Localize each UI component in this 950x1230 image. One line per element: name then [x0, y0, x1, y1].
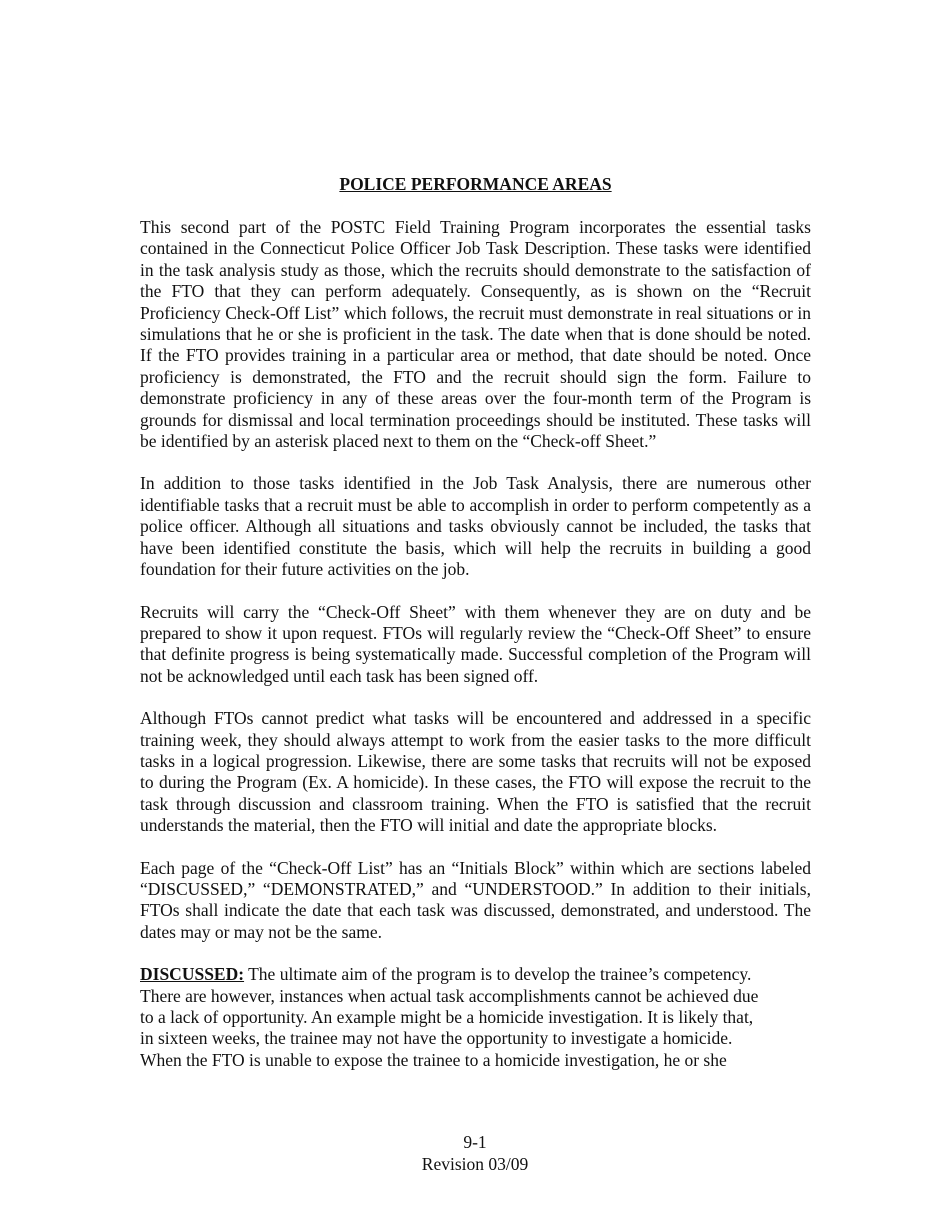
discussed-label: DISCUSSED:	[140, 964, 245, 985]
paragraph-initials-block: Each page of the “Check-Off List” has an “Initials Block” within which are sections labeled “DISCUSSED,” “DEMONSTRATED,” and “UNDERSTOOD.” In addition to their initials, FTOs shall indicate the date that each task was discussed, demonstrated, and understood. The dates may or may not be the same.	[140, 857, 811, 942]
discussed-line-1: The ultimate aim of the program is to develop the trainee’s competency.	[244, 964, 752, 985]
page-footer	[0, 1131, 950, 1175]
paragraph-additional-tasks: In addition to those tasks identified in the Job Task Analysis, there are numerous other identifiable tasks that a recruit must be able to accomplish in order to perform competently as a police officer. Although all situations and tasks obviously cannot be included, the tasks that have been identified constitute the basis, which will help the recruits in building a good foundation for their future activities on the job.	[140, 473, 811, 580]
paragraph-discussed	[140, 964, 811, 1071]
discussed-line-4: in sixteen weeks, the trainee may not have the opportunity to investigate a homicide.	[140, 1028, 733, 1049]
page-title: POLICE PERFORMANCE AREAS	[339, 174, 612, 194]
discussed-line-2: There are however, instances when actual task accomplishments cannot be achieved due	[140, 985, 759, 1006]
paragraph-task-progression: Although FTOs cannot predict what tasks will be encountered and addressed in a specific training week, they should always attempt to work from the easier tasks to the more difficult tasks in a logical progression. Likewise, there are some tasks that recruits will not be exposed to during the Program (Ex. A homicide). In these cases, the FTO will expose the recruit to the task through discussion and classroom training. When the FTO is satisfied that the recruit understands the material, then the FTO will initial and date the appropriate blocks.	[140, 708, 811, 836]
page-number: 9-1	[463, 1132, 487, 1152]
revision-label: Revision 03/09	[421, 1154, 529, 1174]
document-body	[140, 174, 811, 1071]
discussed-line-5: When the FTO is unable to expose the trainee to a homicide investigation, he or she	[140, 1049, 727, 1070]
paragraph-check-off-sheet: Recruits will carry the “Check-Off Sheet” with them whenever they are on duty and be prepared to show it upon request. FTOs will regularly review the “Check-Off Sheet” to ensure that definite progress is being systematically made. Successful completion of the Program will not be acknowledged until each task has been signed off.	[140, 601, 811, 686]
paragraph-intro: This second part of the POSTC Field Training Program incorporates the essential tasks contained in the Connecticut Police Officer Job Task Description. These tasks were identified in the task analysis study as those, which the recruits should demonstrate to the satisfaction of the FTO that they can perform adequately. Consequently, as is shown on the “Recruit Proficiency Check-Off List” which follows, the recruit must demonstrate in real situations or in simulations that he or she is proficient in the task. The date when that is done should be noted. If the FTO provides training in a particular area or method, that date should be noted. Once proficiency is demonstrated, the FTO and the recruit should sign the form. Failure to demonstrate proficiency in any of these areas over the four-month term of the Program is grounds for dismissal and local termination proceedings should be instituted. These tasks will be identified by an asterisk placed next to them on the “Check-off Sheet.”	[140, 217, 811, 452]
discussed-line-3: to a lack of opportunity. An example might be a homicide investigation. It is likely that,	[140, 1007, 754, 1027]
